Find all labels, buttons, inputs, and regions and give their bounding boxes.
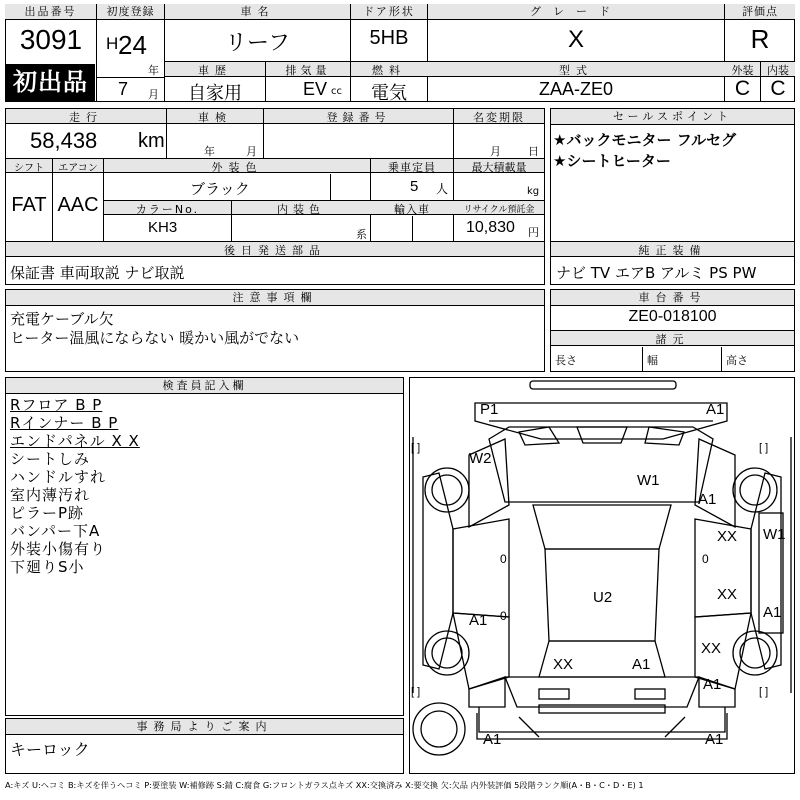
color-no-label: カラーNo. [135, 203, 200, 216]
mark-a1-front: A1 [706, 401, 725, 418]
ext-label: 外装 [731, 64, 754, 77]
grade: X [567, 26, 584, 53]
mark-w1-hood: W1 [637, 472, 660, 489]
mark-w1-glass: W1 [763, 526, 786, 543]
displacement: EV [303, 79, 328, 99]
height-label: 高さ [726, 354, 748, 367]
mark-u2: U2 [593, 589, 613, 606]
equipment-label: 純正装備 [638, 244, 707, 257]
yen-unit: 円 [528, 226, 539, 239]
recycle-label: リサイクル預託金 [463, 205, 535, 215]
cc-unit: cc [331, 86, 342, 97]
import-label: 輸入車 [394, 203, 430, 216]
recycle-fee: 10,830 [466, 219, 515, 236]
car-name: リーフ [225, 31, 290, 56]
reg-month: 7 [118, 79, 129, 99]
bracket-l1: [ ] [411, 442, 421, 454]
int-score: C [770, 77, 786, 100]
capacity-unit: 人 [436, 182, 449, 196]
inspection-month-unit: 月 [246, 145, 257, 158]
name-change-label: 名変期限 [473, 111, 525, 124]
bracket-r2: [ ] [759, 686, 769, 698]
first-listing-badge: 初出品 [6, 64, 95, 101]
kg-unit: kg [527, 186, 540, 197]
int-label: 内装 [767, 64, 789, 77]
mark-a1-rocker-r: A1 [763, 604, 782, 621]
mark-a1-quarter: A1 [703, 676, 722, 693]
car-diagram [409, 377, 795, 774]
sales-point-list [553, 130, 736, 172]
mark-xx-rear-l: XX [553, 656, 574, 673]
model: ZAA-ZE0 [538, 79, 613, 99]
inspector-list [10, 396, 140, 576]
capacity: 5 [410, 178, 419, 195]
exterior-color-label: 外装色 [211, 161, 263, 174]
length-label: 長さ [555, 354, 577, 367]
dims-label: 諸元 [655, 333, 690, 346]
mileage-label: 走行 [69, 111, 103, 124]
mark-a1-rocker-l: A1 [469, 612, 488, 629]
lot-number: 3091 [19, 24, 83, 55]
inspector-label: 検査員記入欄 [6, 378, 403, 394]
later-parts-label: 後日発送部品 [224, 244, 326, 257]
nc-day-unit: 日 [528, 145, 539, 158]
nc-month-unit: 月 [490, 145, 501, 158]
mark-xx-door-rr: XX [717, 586, 738, 603]
shift-label: シフト [14, 163, 44, 174]
mark-xx-rear-r: XX [701, 640, 722, 657]
inspection-label: 車検 [198, 111, 232, 124]
mileage: 58,438 [30, 128, 98, 153]
inspector-line: シートしみ [10, 450, 91, 468]
office-text: キーロック [10, 740, 90, 759]
interior-color-label: 内装色 [277, 203, 325, 216]
displacement-label: 排気量 [285, 64, 331, 77]
inspector-line: Rインナー B P [10, 414, 119, 432]
score-label: 評価点 [725, 4, 795, 20]
mark-a1-rear-c: A1 [632, 656, 651, 673]
exterior-color: ブラック [190, 180, 250, 198]
inspector-line: ハンドルすれ [10, 468, 107, 486]
km-unit: km [138, 130, 165, 152]
shift: FAT [11, 194, 47, 216]
mark-w2: W2 [469, 450, 492, 467]
inspector-line: Rフロア B P [10, 396, 103, 414]
ac: AAC [57, 194, 99, 216]
office-label: 事務局よりご案内 [6, 719, 403, 735]
later-parts: 保証書 車両取説 ナビ取説 [10, 264, 185, 282]
inspector-line: バンパー下A [10, 522, 101, 540]
grade-label: グレード [428, 4, 724, 20]
car-name-label: 車名 [165, 4, 350, 20]
chassis-number: ZE0-018100 [628, 308, 717, 325]
inspection-year-unit: 年 [204, 145, 215, 158]
ac-label: エアコン [58, 163, 98, 174]
history: 自家用 [188, 83, 242, 104]
mark-zero-rl: 0 [500, 609, 507, 623]
bracket-l2: [ ] [411, 686, 421, 698]
lot-label: 出品番号 [5, 4, 96, 20]
equipment: ナビ TV エアB アルミ PS PW [556, 264, 757, 282]
mark-p1: P1 [480, 401, 499, 418]
bracket-r1: [ ] [759, 442, 769, 454]
notes-list [10, 310, 299, 348]
width-label: 幅 [647, 354, 658, 367]
year-unit: 年 [148, 64, 159, 77]
notes-label: 注意事項欄 [6, 290, 544, 306]
capacity-label: 乗車定員 [388, 161, 436, 174]
inspector-line: 外装小傷有り [10, 540, 107, 558]
max-load-label: 最大積載量 [471, 161, 527, 174]
sales-point: ★シートヒーター [553, 152, 671, 170]
inspector-line: ピラーP跡 [10, 504, 85, 522]
mark-zero-fr: 0 [702, 552, 709, 566]
inspector-line: エンドパネル X X [10, 432, 140, 450]
note-line: 充電ケーブル欠 [10, 310, 114, 328]
mark-a1-fender: A1 [698, 491, 717, 508]
history-label: 車歴 [198, 64, 232, 77]
note-line: ヒーター温風にならない 暖かい風がでない [10, 329, 300, 347]
fuel: 電気 [371, 83, 407, 104]
model-label: 型式 [559, 64, 593, 77]
plate-label: 登録番号 [326, 111, 391, 124]
reg-year: 24 [118, 30, 147, 60]
mark-a1-bumper-l: A1 [483, 731, 502, 748]
first-reg-label: 初度登録 [97, 4, 164, 20]
chassis-label: 車台番号 [551, 290, 794, 306]
mark-a1-bumper-r: A1 [705, 731, 724, 748]
mark-xx-door-fr: XX [717, 528, 738, 545]
door-type: 5HB [369, 27, 409, 49]
mark-zero-fl: 0 [500, 552, 507, 566]
month-unit: 月 [148, 88, 159, 101]
door-label: ドア形状 [351, 4, 427, 20]
inspector-line: 室内薄汚れ [10, 486, 91, 504]
fuel-label: 燃料 [372, 64, 406, 77]
sales-label: セールスポイント [551, 109, 794, 125]
interior-unit: 系 [356, 228, 367, 241]
ext-score: C [734, 77, 751, 100]
score: R [750, 24, 770, 54]
color-no: KH3 [148, 219, 178, 236]
era: H [106, 34, 119, 53]
sales-point: ★バックモニター フルセグ [553, 131, 737, 149]
inspector-line: 下廻りS小 [10, 558, 85, 576]
legend: A:キズ U:ヘコミ B:キズを伴うヘコミ P:要塗装 W:補修跡 S:錆 C:腐食 G:フロントガラス点キズ XX:交換済み X:要交換 欠:欠品 内外装評価 5段階ランク順(A・B・C・D・E) 1 [5, 780, 644, 790]
